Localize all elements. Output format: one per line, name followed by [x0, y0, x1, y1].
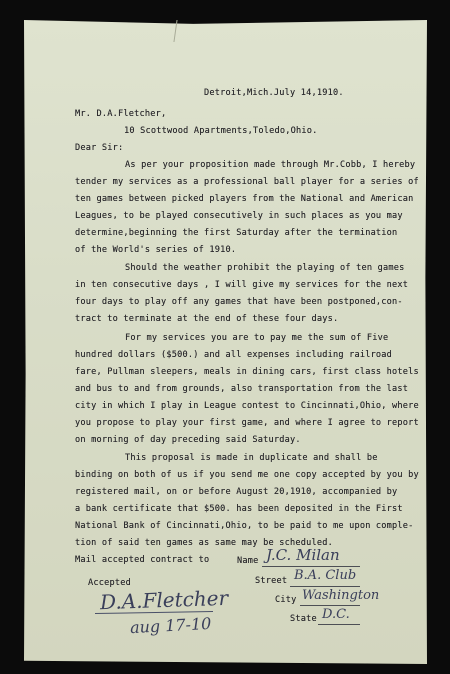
body-line: National Bank of Cincinnati,Ohio, to be paid to me upon comple-: [75, 521, 414, 531]
street-label: Street: [255, 576, 288, 586]
body-line: tender my services as a professional ball player for a series of: [75, 177, 419, 187]
body-line: For my services you are to pay me the sum of Five: [125, 333, 389, 343]
addressee: Mr. D.A.Fletcher,: [75, 109, 167, 119]
body-line: on morning of day preceding said Saturday.: [75, 435, 301, 445]
address: 10 Scottwood Apartments,Toledo,Ohio.: [124, 126, 318, 136]
body-line: in ten consecutive days , I will give my services for the next: [75, 280, 409, 290]
body-line: determine,beginning the first Saturday after the termination: [75, 228, 398, 238]
body-line: ten games between picked players from the National and American: [75, 194, 414, 204]
city-label: City: [275, 595, 297, 605]
street-line: [290, 586, 360, 587]
city-line: [300, 605, 360, 606]
body-line: tract to terminate at the end of these four days.: [75, 314, 339, 324]
state-label: State: [290, 614, 317, 624]
dateline: Detroit,Mich.July 14,1910.: [204, 88, 344, 98]
accepted-signature: D.A.Fletcher: [99, 585, 229, 615]
handwritten-name: J.C. Milan: [266, 546, 340, 564]
body-line: registered mail, on or before August 20,1910, accompanied by: [75, 487, 398, 497]
body-line: binding on both of us if you send me one copy accepted by you by: [75, 470, 419, 480]
body-line: of the World's series of 1910.: [75, 245, 237, 255]
salutation: Dear Sir:: [75, 143, 124, 153]
accepted-date: aug 17-10: [129, 613, 212, 638]
handwritten-street: B.A. Club: [294, 568, 357, 583]
body-line: you propose to play your first game, and where I agree to report: [75, 418, 419, 428]
body-line: and bus to and from grounds, also transportation from the last: [75, 384, 409, 394]
body-line: As per your proposition made through Mr.Cobb, I hereby: [125, 160, 416, 170]
handwritten-city: Washington: [302, 588, 380, 603]
body-line: city in which I play in League contest to Cincinnati,Ohio, where: [75, 401, 419, 411]
accepted-label: Accepted: [88, 578, 131, 588]
body-line: tion of said ten games as same may be scheduled.: [75, 538, 333, 548]
state-line: [318, 624, 360, 625]
body-line: fare, Pullman sleepers, meals in dining cars, first class hotels: [75, 367, 419, 377]
mail-note: Mail accepted contract to: [75, 555, 210, 565]
body-line: four days to play off any games that have been postponed,con-: [75, 297, 403, 307]
body-line: Leagues, to be played consecutively in such places as you may: [75, 211, 403, 221]
body-line: hundred dollars ($500.) and all expenses including railroad: [75, 350, 393, 360]
name-label: Name: [237, 556, 259, 566]
handwritten-state: D.C.: [322, 607, 350, 622]
body-line: Should the weather prohibit the playing of ten games: [125, 263, 405, 273]
name-line: [262, 566, 360, 567]
body-line: This proposal is made in duplicate and shall be: [125, 453, 378, 463]
body-line: a bank certificate that $500. has been deposited in the First: [75, 504, 403, 514]
